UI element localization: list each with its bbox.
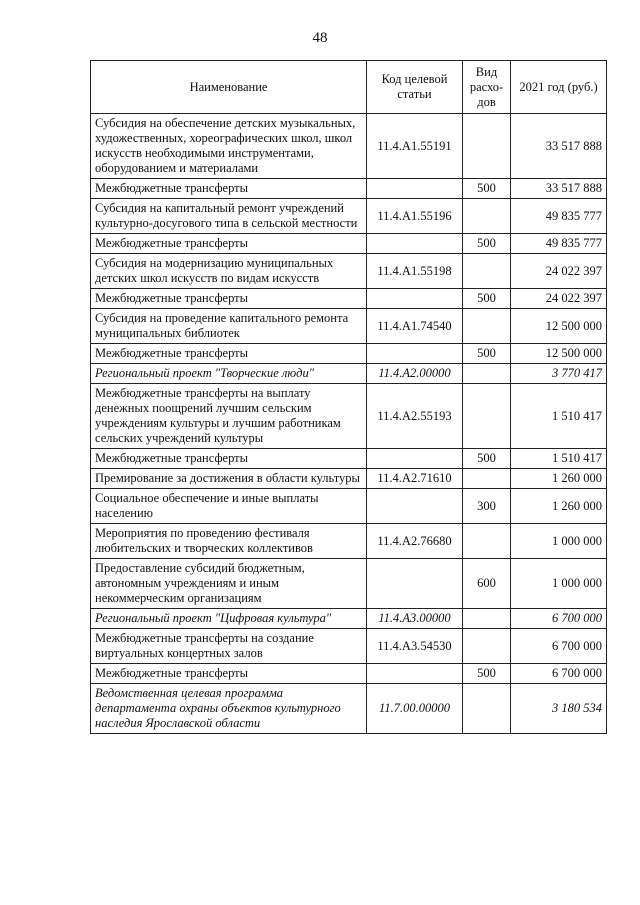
code-cell: 11.4.А3.00000 [367,609,463,629]
type-cell: 300 [463,489,511,524]
amount-cell: 3 770 417 [511,364,607,384]
table-row [91,469,607,489]
amount-cell: 1 000 000 [511,524,607,559]
code-cell: 11.4.А2.76680 [367,524,463,559]
table-row [91,449,607,469]
code-cell: 11.4.А3.54530 [367,629,463,664]
table-row [91,289,607,309]
table-row [91,629,607,664]
code-cell [367,449,463,469]
table-row [91,199,607,234]
type-cell [463,469,511,489]
name-cell: Межбюджетные трансферты [91,449,367,469]
name-cell: Межбюджетные трансферты на выплату денежных поощрений лучшим сельским учреждениям культуры и лучшим работникам сельских учреждений культуры [91,384,367,449]
table-row [91,489,607,524]
name-cell: Региональный проект "Цифровая культура" [91,609,367,629]
table-row [91,384,607,449]
amount-cell: 49 835 777 [511,199,607,234]
name-cell: Мероприятия по проведению фестиваля любительских и творческих коллективов [91,524,367,559]
type-cell: 600 [463,559,511,609]
type-cell [463,114,511,179]
header-type: Вид расхо-дов [463,61,511,114]
table-row [91,364,607,384]
amount-cell: 49 835 777 [511,234,607,254]
table-header-row [91,61,607,114]
type-cell: 500 [463,234,511,254]
code-cell [367,489,463,524]
name-cell: Межбюджетные трансферты [91,179,367,199]
amount-cell: 6 700 000 [511,664,607,684]
name-cell: Межбюджетные трансферты [91,289,367,309]
table-row [91,114,607,179]
code-cell [367,664,463,684]
amount-cell: 33 517 888 [511,114,607,179]
type-cell [463,254,511,289]
type-cell [463,609,511,629]
type-cell [463,384,511,449]
name-cell: Межбюджетные трансферты на создание виртуальных концертных залов [91,629,367,664]
name-cell: Региональный проект "Творческие люди" [91,364,367,384]
table-row [91,609,607,629]
code-cell: 11.4.А2.55193 [367,384,463,449]
name-cell: Межбюджетные трансферты [91,344,367,364]
table-row [91,684,607,734]
amount-cell: 12 500 000 [511,344,607,364]
amount-cell: 1 260 000 [511,469,607,489]
code-cell: 11.4.А2.71610 [367,469,463,489]
table-row [91,664,607,684]
amount-cell: 6 700 000 [511,609,607,629]
amount-cell: 1 510 417 [511,449,607,469]
type-cell [463,524,511,559]
table-row [91,179,607,199]
name-cell: Субсидия на капитальный ремонт учреждений культурно-досугового типа в сельской местности [91,199,367,234]
name-cell: Предоставление субсидий бюджетным, автономным учреждениям и иным некоммерческим организациям [91,559,367,609]
amount-cell: 12 500 000 [511,309,607,344]
table-row [91,309,607,344]
header-amount: 2021 год (руб.) [511,61,607,114]
code-cell: 11.4.А1.55196 [367,199,463,234]
code-cell: 11.4.А1.74540 [367,309,463,344]
type-cell [463,364,511,384]
amount-cell: 6 700 000 [511,629,607,664]
name-cell: Ведомственная целевая программа департамента охраны объектов культурного наследия Ярославской области [91,684,367,734]
header-name: Наименование [91,61,367,114]
page-number: 48 [312,30,328,46]
type-cell: 500 [463,449,511,469]
code-cell: 11.4.А2.00000 [367,364,463,384]
type-cell [463,684,511,734]
code-cell: 11.4.А1.55198 [367,254,463,289]
name-cell: Субсидия на обеспечение детских музыкальных, художественных, хореографических школ, школ искусств необходимыми инструментами, оборудованием и материалами [91,114,367,179]
name-cell: Межбюджетные трансферты [91,234,367,254]
type-cell [463,199,511,234]
type-cell: 500 [463,289,511,309]
name-cell: Субсидия на проведение капитального ремонта муниципальных библиотек [91,309,367,344]
amount-cell: 24 022 397 [511,289,607,309]
name-cell: Субсидия на модернизацию муниципальных детских школ искусств по видам искусств [91,254,367,289]
type-cell: 500 [463,344,511,364]
name-cell: Межбюджетные трансферты [91,664,367,684]
amount-cell: 1 510 417 [511,384,607,449]
name-cell: Социальное обеспечение и иные выплаты населению [91,489,367,524]
code-cell [367,289,463,309]
amount-cell: 1 000 000 [511,559,607,609]
code-cell [367,559,463,609]
type-cell: 500 [463,664,511,684]
budget-table [90,60,607,734]
header-code: Код целевой статьи [367,61,463,114]
table-row [91,344,607,364]
amount-cell: 33 517 888 [511,179,607,199]
type-cell [463,629,511,664]
name-cell: Премирование за достижения в области культуры [91,469,367,489]
table-row [91,234,607,254]
code-cell: 11.4.А1.55191 [367,114,463,179]
type-cell [463,309,511,344]
amount-cell: 1 260 000 [511,489,607,524]
code-cell [367,234,463,254]
amount-cell: 3 180 534 [511,684,607,734]
code-cell: 11.7.00.00000 [367,684,463,734]
code-cell [367,344,463,364]
code-cell [367,179,463,199]
table-row [91,559,607,609]
table-row [91,524,607,559]
table-row [91,254,607,289]
amount-cell: 24 022 397 [511,254,607,289]
type-cell: 500 [463,179,511,199]
